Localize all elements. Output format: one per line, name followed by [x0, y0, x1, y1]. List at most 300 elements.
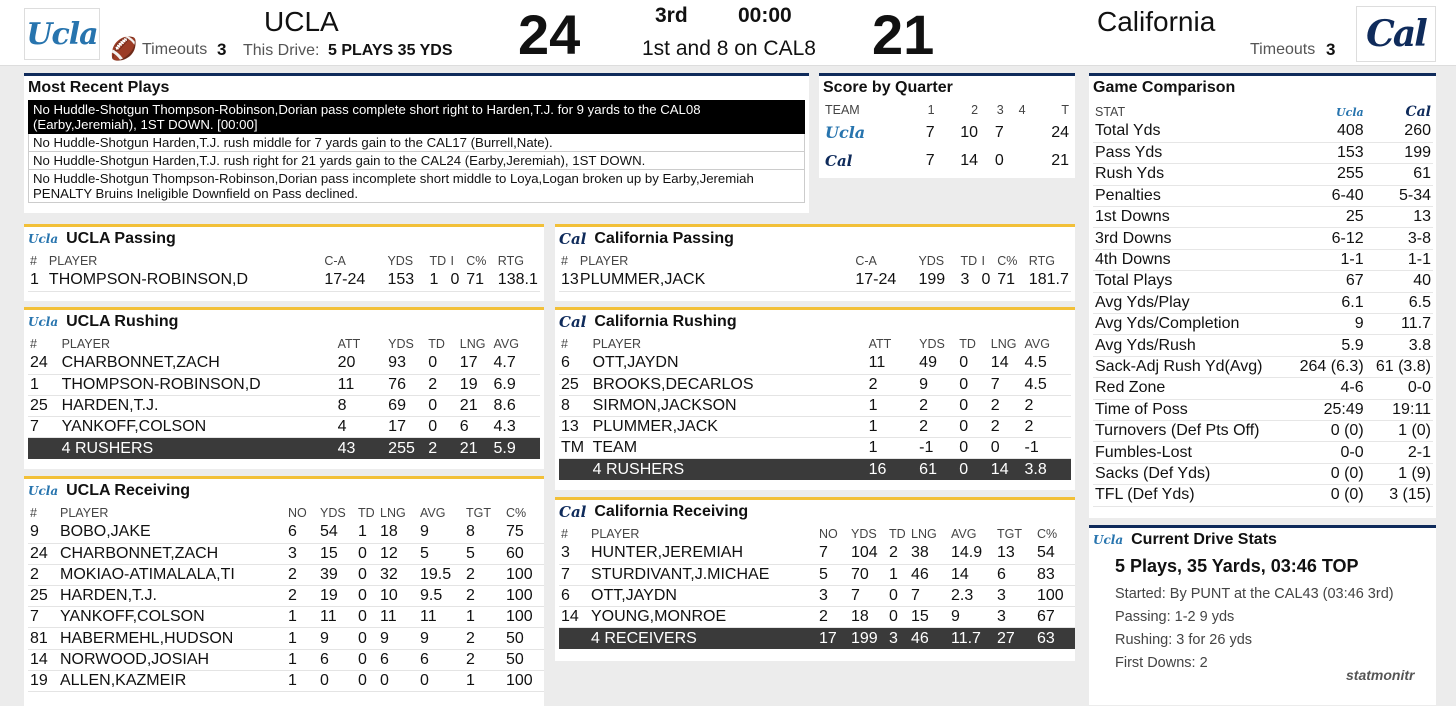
stat-cell: 3: [995, 585, 1035, 606]
player-row: [559, 353, 1071, 374]
stat-cell: 0: [957, 353, 989, 374]
stat-name: TFL (Def Yds): [1093, 485, 1288, 506]
stat-cell: 0: [318, 670, 356, 691]
stat-cell: 83: [1035, 564, 1075, 585]
drive-started: Started: By PUNT at the CAL43 (03:46 3rd): [1115, 586, 1394, 602]
ucla-value: 4-6: [1288, 378, 1365, 399]
current-drive-title: Current Drive Stats: [1131, 531, 1277, 548]
stat-cell: HABERMEHL,HUDSON: [58, 628, 286, 649]
stat-cell: 3: [286, 543, 318, 564]
play-item[interactable]: No Huddle-Shotgun Thompson-Robinson,Dorian pass incomplete short middle to Loya,Logan broken up by Earby,Jeremiah PENALTY Bruins Ineligible Downfield on Pass declined.: [28, 170, 805, 203]
stat-cell: YANKOFF,COLSON: [58, 607, 286, 628]
comparison-row: [1093, 463, 1433, 484]
stat-cell: 2: [464, 628, 504, 649]
stat-cell: 18: [378, 522, 418, 543]
stat-cell: 7: [559, 564, 589, 585]
comparison-row: [1093, 378, 1433, 399]
ucla-value: 6-40: [1288, 185, 1365, 206]
stat-cell: 1: [356, 522, 378, 543]
comparison-table: [1093, 102, 1433, 507]
ucla-value: 0-0: [1288, 442, 1365, 463]
sbq-header: 2: [971, 102, 979, 117]
stat-cell: 38: [909, 543, 949, 564]
comparison-row: [1093, 485, 1433, 506]
column-header: LNG: [459, 336, 486, 351]
player-row: [28, 649, 544, 670]
ucla-value: 67: [1288, 271, 1365, 292]
comparison-row: [1093, 442, 1433, 463]
column-header: AVG: [420, 505, 446, 520]
stat-cell: 2: [867, 374, 918, 395]
away-team-name: California: [1097, 6, 1216, 37]
stat-cell: 1: [464, 670, 504, 691]
ucla-logo-small: Ucla: [1093, 533, 1124, 547]
stat-cell: 25: [559, 374, 591, 395]
stat-cell: 3: [958, 270, 979, 291]
total-cell: 11.7: [949, 628, 995, 649]
away-score: 21: [872, 3, 935, 66]
stat-cell: HARDEN,T.J.: [58, 586, 286, 607]
stat-cell: 18: [849, 607, 887, 628]
player-row: [28, 417, 540, 438]
cal-rushing-panel: [555, 307, 1075, 490]
game-clock: 00:00: [738, 4, 792, 27]
stat-cell: 70: [849, 564, 887, 585]
player-row: [559, 270, 1071, 291]
stat-cell: 0: [378, 670, 418, 691]
stat-cell: 6: [559, 353, 591, 374]
ucla-value: 255: [1288, 164, 1365, 185]
stat-cell: 14: [28, 649, 58, 670]
column-header: TD: [429, 253, 447, 268]
cal-rushing-title: California Rushing: [594, 313, 737, 330]
stat-cell: 11: [867, 353, 918, 374]
quarter-score: [1006, 119, 1028, 147]
column-header: YDS: [388, 336, 414, 351]
stat-cell: 7: [909, 585, 949, 606]
total-row: [559, 628, 1075, 649]
comparison-row: [1093, 185, 1433, 206]
comparison-row: [1093, 399, 1433, 420]
stat-cell: 11: [418, 607, 464, 628]
stat-cell: 5: [464, 543, 504, 564]
stat-cell: 0: [887, 607, 909, 628]
stat-cell: 1: [464, 607, 504, 628]
stat-cell: 0: [449, 270, 465, 291]
cal-rushing-table: [559, 334, 1071, 480]
stat-cell: 6: [286, 522, 318, 543]
stat-cell: 4.5: [1023, 353, 1072, 374]
stat-cell: 50: [504, 628, 544, 649]
stat-cell: 100: [1035, 585, 1075, 606]
cal-value: 0-0: [1366, 378, 1433, 399]
ucla-value: 6.1: [1288, 292, 1365, 313]
cal-logo-small: Cal: [1405, 103, 1431, 120]
stat-cell: OTT,JAYDN: [589, 585, 817, 606]
ucla-passing-panel: [24, 224, 544, 301]
stat-cell: 1: [286, 628, 318, 649]
home-team-name: UCLA: [264, 6, 339, 37]
panel-title: [555, 500, 1075, 524]
stat-cell: 14: [559, 607, 589, 628]
stat-cell: 2.3: [949, 585, 995, 606]
stat-cell: 1: [286, 670, 318, 691]
stat-cell: 3: [559, 543, 589, 564]
stat-cell: 6: [995, 564, 1035, 585]
stat-cell: 2: [1023, 417, 1072, 438]
stat-cell: 1: [867, 417, 918, 438]
comparison-row: [1093, 249, 1433, 270]
cal-logo-small: Cal: [559, 230, 587, 248]
quarter-score: 7: [925, 124, 935, 141]
total-cell: 27: [995, 628, 1035, 649]
total-cell: 63: [1035, 628, 1075, 649]
cal-receiving-title: California Receiving: [594, 503, 749, 520]
stat-cell: 6: [559, 585, 589, 606]
stat-name: Rush Yds: [1093, 164, 1288, 185]
stat-cell: 12: [378, 543, 418, 564]
stat-name: 1st Downs: [1093, 207, 1288, 228]
stat-cell: 0: [356, 564, 378, 585]
stat-cell: 7: [817, 543, 849, 564]
column-header: I: [981, 253, 985, 268]
recent-plays-title: Most Recent Plays: [28, 79, 170, 96]
column-header: LNG: [911, 526, 937, 541]
stat-cell: 0: [989, 438, 1023, 459]
column-header: TD: [959, 336, 976, 351]
stat-cell: 2: [426, 374, 458, 395]
comparison-row: [1093, 121, 1433, 142]
stat-name: Total Yds: [1093, 121, 1288, 142]
quarter-score: 14: [960, 152, 979, 169]
stat-cell: 46: [909, 564, 949, 585]
panel-title: [24, 227, 544, 251]
stat-cell: 199: [916, 270, 958, 291]
player-row: [559, 607, 1075, 628]
cal-logo-small: Cal: [825, 151, 853, 170]
stat-cell: 6: [318, 649, 356, 670]
comparison-row: [1093, 335, 1433, 356]
stat-cell: 3: [995, 607, 1035, 628]
stat-cell: 5: [418, 543, 464, 564]
column-header: ATT: [337, 336, 361, 351]
column-header: TD: [889, 526, 906, 541]
stat-cell: 4.5: [1023, 374, 1072, 395]
play-item[interactable]: No Huddle-Shotgun Thompson-Robinson,Dorian pass complete short right to Harden,T.J. for 9 yards to the CAL08 (Earby,Jeremiah), 1ST DOWN. [00:00]: [28, 100, 805, 134]
stat-cell: 54: [318, 522, 356, 543]
stat-cell: 0: [957, 417, 989, 438]
comparison-row: [1093, 164, 1433, 185]
stat-name: Time of Poss: [1093, 399, 1288, 420]
total-cell: 199: [849, 628, 887, 649]
column-header: YDS: [918, 253, 945, 268]
total-cell: 46: [909, 628, 949, 649]
column-header: YDS: [851, 526, 877, 541]
stat-cell: 71: [995, 270, 1027, 291]
ucla-value: 153: [1288, 142, 1365, 163]
stat-cell: 2: [989, 417, 1023, 438]
column-header: C%: [1037, 526, 1058, 541]
stat-name: Sacks (Def Yds): [1093, 463, 1288, 484]
column-header: RTG: [497, 253, 524, 268]
stat-cell: 8: [559, 395, 591, 416]
drive-summary: 5 PLAYS 35 YDS: [328, 42, 453, 59]
comparison-row: [1093, 420, 1433, 441]
cal-value: 40: [1366, 271, 1433, 292]
stat-cell: 25: [28, 395, 60, 416]
sbq-header: 3: [996, 102, 1004, 117]
total-cell: 14: [989, 459, 1023, 480]
stat-cell: CHARBONNET,ZACH: [60, 353, 336, 374]
stat-cell: 15: [909, 607, 949, 628]
total-cell: [559, 628, 589, 649]
stat-cell: 13: [559, 270, 578, 291]
stat-cell: 0: [418, 670, 464, 691]
cal-value: 3.8: [1366, 335, 1433, 356]
stat-cell: 0: [356, 543, 378, 564]
stat-cell: TM: [559, 438, 591, 459]
stat-name: Fumbles-Lost: [1093, 442, 1288, 463]
cal-value: 199: [1366, 142, 1433, 163]
down-distance: 1st and 8 on CAL8: [642, 37, 816, 60]
stat-cell: SIRMON,JACKSON: [591, 395, 867, 416]
cal-value: 1 (9): [1366, 463, 1433, 484]
stat-cell: 14.9: [949, 543, 995, 564]
column-header: #: [30, 505, 37, 520]
stat-cell: 104: [849, 543, 887, 564]
stat-cell: 6: [418, 649, 464, 670]
quarter-score: [1006, 147, 1028, 175]
stat-cell: 19.5: [418, 564, 464, 585]
ucla-receiving-table: [28, 503, 544, 692]
stat-cell: 1: [887, 564, 909, 585]
stat-cell: 6: [458, 417, 492, 438]
stat-cell: 32: [378, 564, 418, 585]
quarter-score: 7: [925, 152, 935, 169]
stat-cell: 39: [318, 564, 356, 585]
stat-cell: 6: [378, 649, 418, 670]
total-cell: 21: [458, 438, 492, 459]
stat-name: Red Zone: [1093, 378, 1288, 399]
stat-cell: 11: [336, 374, 387, 395]
cal-value: 1-1: [1366, 249, 1433, 270]
drive-first-downs: First Downs: 2: [1115, 655, 1208, 671]
stat-cell: 2: [286, 586, 318, 607]
column-header: PLAYER: [61, 336, 110, 351]
stat-cell: 1: [28, 374, 60, 395]
cal-passing-table: [559, 251, 1071, 292]
stat-cell: YANKOFF,COLSON: [60, 417, 336, 438]
stat-cell: 181.7: [1027, 270, 1071, 291]
stat-cell: 153: [385, 270, 427, 291]
drive-rushing: Rushing: 3 for 26 yds: [1115, 632, 1253, 648]
column-header: PLAYER: [579, 253, 629, 268]
stat-cell: 1: [867, 438, 918, 459]
panel-title: [555, 310, 1075, 334]
player-row: [28, 628, 544, 649]
total-cell: 17: [817, 628, 849, 649]
column-header: TD: [428, 336, 445, 351]
column-header: NO: [819, 526, 838, 541]
ucla-logo-small: Ucla: [28, 315, 59, 329]
player-row: [559, 543, 1075, 564]
ucla-value: 264 (6.3): [1288, 356, 1365, 377]
stat-cell: 13: [559, 417, 591, 438]
column-header: TGT: [466, 505, 491, 520]
stat-cell: 0: [356, 586, 378, 607]
stat-cell: 17: [386, 417, 426, 438]
column-header: C%: [466, 253, 487, 268]
player-row: [28, 670, 544, 691]
ucla-value: 5.9: [1288, 335, 1365, 356]
sbq-row: [823, 147, 1071, 175]
ucla-value: 25:49: [1288, 399, 1365, 420]
stat-cell: 4: [336, 417, 387, 438]
team-logo: [823, 147, 911, 175]
column-header: AVG: [1024, 336, 1050, 351]
player-row: [28, 543, 544, 564]
stat-cell: 15: [318, 543, 356, 564]
total-row: [559, 459, 1071, 480]
stat-cell: 50: [504, 649, 544, 670]
total-cell: 2: [426, 438, 458, 459]
ucla-value: 0 (0): [1288, 420, 1365, 441]
stat-cell: 2: [1023, 395, 1072, 416]
comparison-row: [1093, 142, 1433, 163]
stat-cell: 24: [28, 543, 58, 564]
column-header: RTG: [1028, 253, 1055, 268]
stat-name: 4th Downs: [1093, 249, 1288, 270]
stat-cell: -1: [917, 438, 957, 459]
total-cell: 255: [386, 438, 426, 459]
quarter-score: 24: [1051, 124, 1069, 141]
stat-cell: 138.1: [496, 270, 540, 291]
panel-title: [555, 227, 1075, 251]
stat-cell: 100: [504, 564, 544, 585]
column-header: PLAYER: [592, 336, 641, 351]
quarter-score: 7: [994, 124, 1004, 141]
stat-cell: 2: [28, 564, 58, 585]
game-comparison-panel: [1089, 73, 1436, 518]
stat-name: Avg Yds/Rush: [1093, 335, 1288, 356]
column-header: LNG: [380, 505, 406, 520]
ucla-logo-small: Ucla: [28, 484, 59, 498]
stat-cell: 0: [957, 438, 989, 459]
panel-title: [24, 310, 544, 334]
home-timeouts: 3: [217, 40, 227, 59]
stat-cell: 7: [849, 585, 887, 606]
sbq-header: 4: [1018, 102, 1026, 117]
play-item[interactable]: No Huddle-Shotgun Harden,T.J. rush right for 21 yards gain to the CAL24 (Earby,Jeremiah), 1ST DOWN.: [28, 152, 805, 170]
ucla-rushing-table: [28, 334, 540, 459]
stat-cell: 7: [28, 417, 60, 438]
cal-value: 13: [1366, 207, 1433, 228]
stat-cell: 4.3: [492, 417, 541, 438]
stat-cell: 2: [464, 586, 504, 607]
stat-cell: 49: [917, 353, 957, 374]
comparison-row: [1093, 356, 1433, 377]
stat-cell: 8: [336, 395, 387, 416]
stat-cell: 0: [426, 417, 458, 438]
stat-cell: -1: [1023, 438, 1072, 459]
column-header: TD: [960, 253, 978, 268]
stat-cell: 25: [28, 586, 58, 607]
cal-value: 2-1: [1366, 442, 1433, 463]
ucla-logo-small: Ucla: [28, 232, 59, 246]
stat-cell: 2: [286, 564, 318, 585]
total-cell: 5.9: [492, 438, 541, 459]
stat-cell: 1: [427, 270, 448, 291]
column-header: #: [561, 526, 568, 541]
cal-passing-title: California Passing: [594, 230, 734, 247]
plays-list: [24, 100, 809, 203]
column-header: ATT: [868, 336, 892, 351]
home-timeouts-label: Timeouts: [142, 41, 208, 58]
stat-cell: 1: [867, 395, 918, 416]
player-row: [559, 417, 1071, 438]
total-cell: 43: [336, 438, 387, 459]
player-row: [28, 564, 544, 585]
stat-cell: 10: [378, 586, 418, 607]
ucla-value: 6-12: [1288, 228, 1365, 249]
ucla-passing-table: [28, 251, 540, 292]
stat-cell: 2: [464, 564, 504, 585]
stat-cell: 24: [28, 353, 60, 374]
column-header: AVG: [493, 336, 519, 351]
cal-value: 1 (0): [1366, 420, 1433, 441]
stat-name: 3rd Downs: [1093, 228, 1288, 249]
play-item[interactable]: No Huddle-Shotgun Harden,T.J. rush middle for 7 yards gain to the CAL17 (Burrell,Nate).: [28, 134, 805, 152]
home-score: 24: [518, 3, 581, 66]
stat-cell: 21: [458, 395, 492, 416]
stat-cell: 71: [464, 270, 496, 291]
stat-cell: 69: [386, 395, 426, 416]
player-row: [559, 395, 1071, 416]
stat-cell: 0: [426, 395, 458, 416]
stat-cell: 75: [504, 522, 544, 543]
stat-cell: 54: [1035, 543, 1075, 564]
total-cell: [559, 459, 591, 480]
sbq-header: T: [1061, 102, 1069, 117]
player-row: [28, 353, 540, 374]
stat-cell: 100: [504, 607, 544, 628]
stat-cell: 81: [28, 628, 58, 649]
comparison-row: [1093, 271, 1433, 292]
stat-cell: 8.6: [492, 395, 541, 416]
stat-cell: 9: [28, 522, 58, 543]
team-logo: [823, 119, 911, 147]
stat-cell: 7: [28, 607, 58, 628]
player-row: [28, 586, 544, 607]
stat-cell: CHARBONNET,ZACH: [58, 543, 286, 564]
column-header: YDS: [919, 336, 945, 351]
drive-label: This Drive:: [243, 42, 320, 59]
ucla-rushing-panel: [24, 307, 544, 469]
stat-cell: 11: [318, 607, 356, 628]
quarter-score: 0: [994, 152, 1004, 169]
stat-cell: 67: [1035, 607, 1075, 628]
quarter-score: 21: [1051, 152, 1069, 169]
stat-cell: 0: [980, 270, 996, 291]
stat-cell: YOUNG,MONROE: [589, 607, 817, 628]
ucla-value: 0 (0): [1288, 463, 1365, 484]
stat-cell: 9: [949, 607, 995, 628]
stat-cell: OTT,JAYDN: [591, 353, 867, 374]
player-row: [559, 585, 1075, 606]
away-timeouts: 3: [1326, 40, 1336, 59]
stat-cell: 9: [318, 628, 356, 649]
ucla-logo: Ucla: [24, 8, 100, 60]
